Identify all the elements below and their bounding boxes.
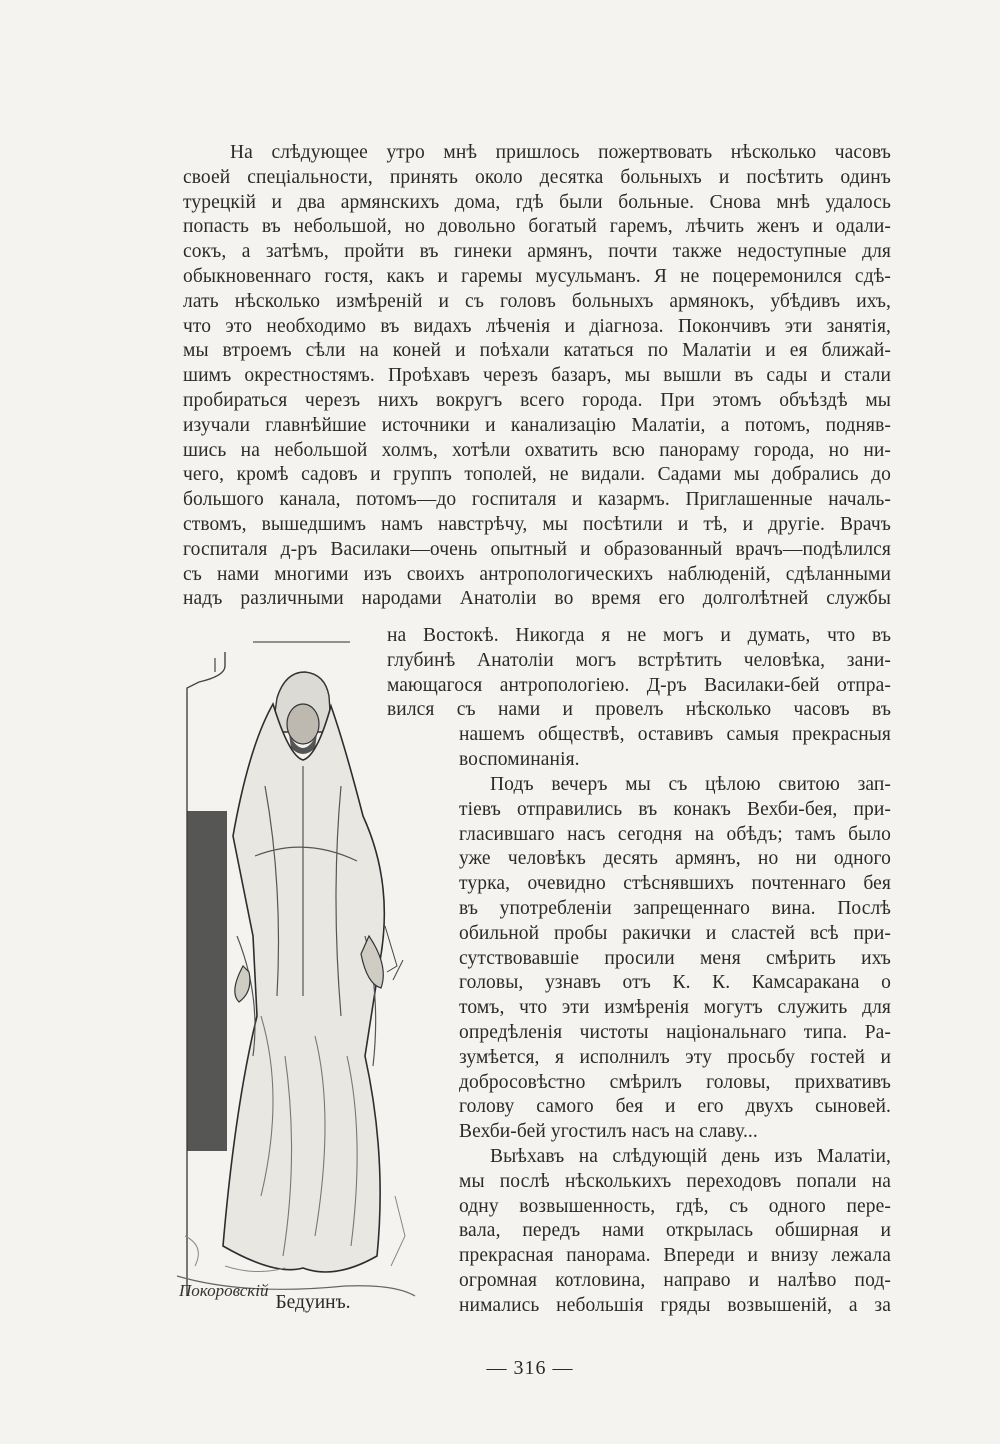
text-line: прекрасная панорама. Впереди и внизу лежала <box>459 1245 891 1267</box>
text-line: ствомъ, вышедшимъ намъ навстрѣчу, мы посѣтили и тѣ, и другіе. Врачъ <box>183 514 891 535</box>
text-line: турецкій и два армянскихъ дома, гдѣ были больные. Снова мнѣ удалось <box>183 191 891 213</box>
text-line: что это необходимо въ видахъ лѣченія и діагноза. Покончивъ эти занятія, <box>183 315 891 337</box>
text-line: обыкновеннаго гостя, какъ и гаремы мусульманъ. Я не поцеремонился сдѣ- <box>183 266 891 287</box>
text-line: Вехби-бей угостилъ насъ на славу... <box>459 1121 758 1143</box>
text-line: попасть въ небольшой, но довольно богатый гаремъ, лѣчить женъ и одали- <box>183 216 891 238</box>
text-line: зумѣется, я исполнилъ эту просьбу гостей и <box>459 1046 891 1068</box>
text-line: воспоминанія. <box>459 748 580 770</box>
text-line: огромная котловина, направо и налѣво под- <box>459 1270 891 1291</box>
text-line: добросовѣстно смѣрилъ головы, прихвативъ <box>459 1071 891 1093</box>
page-number: — 316 — <box>486 1357 574 1379</box>
text-line: изучали главнѣйшие источники и канализацію Малатіи, а потомъ, подняв- <box>183 414 891 436</box>
text-line: опредѣленія чистоты національнаго типа. Ра- <box>459 1022 891 1043</box>
text-line: лать нѣсколько измѣреній и съ головъ больныхъ армянокъ, убѣдивъ ихъ, <box>183 290 891 312</box>
text-line: пробираться черезъ нихъ вокругъ всего города. При этомъ объѣздѣ мы <box>183 390 891 411</box>
text-line: уже человѣкъ десять армянъ, но ни одного <box>459 848 891 870</box>
text-line: сутствовавшіе просили меня смѣрить ихъ <box>459 947 891 969</box>
text-line: голову самого бея и его двухъ сыновей. <box>459 1096 891 1118</box>
text-line: шимъ окрестностямъ. Проѣхавъ черезъ базаръ, мы вышли въ сады и стали <box>183 365 891 387</box>
text-line: томъ, что эти измѣренія могутъ служить для <box>459 997 891 1019</box>
text-line: шись на небольшой холмъ, хотѣли охватить всю панораму города, но ни- <box>183 439 891 461</box>
text-line: Подъ вечеръ мы съ цѣлою свитою зап- <box>490 774 891 795</box>
text-line: Выѣхавъ на слѣдующій день изъ Малатіи, <box>490 1146 891 1167</box>
text-line: На слѣдующее утро мнѣ пришлось пожертвовать нѣсколько часовъ <box>230 142 891 163</box>
text-line: турка, очевидно стѣснявшихъ почтеннаго бея <box>459 873 891 895</box>
text-line: мы послѣ нѣсколькихъ переходовъ попали на <box>459 1170 891 1192</box>
text-line: сокъ, а затѣмъ, пройти въ гинеки армянъ, почти также недоступные для <box>183 241 891 263</box>
text-line: чего, кромѣ садовъ и группъ тополей, не видали. Садами мы добрались до <box>183 464 891 486</box>
text-line: большого канала, потомъ—до госпиталя и казармъ. Приглашенные началь- <box>183 489 891 511</box>
bedouin-illustration <box>165 636 430 1316</box>
text-line: тіевъ отправились въ конакъ Вехби-бея, при- <box>459 798 891 820</box>
text-line: мающагося антропологіею. Д-ръ Василаки-бей отпра- <box>387 674 891 696</box>
text-line: головы, узнавъ отъ К. К. Камсаракана о <box>459 972 891 994</box>
figure-caption: Бедуинъ. <box>275 1292 351 1313</box>
text-line: вился съ нами и провелъ нѣсколько часовъ въ <box>387 699 891 721</box>
text-line: гласившаго насъ сегодня на обѣдъ; тамъ было <box>459 823 891 845</box>
text-line: въ употребленіи запрещеннаго вина. Послѣ <box>459 898 891 919</box>
text-line: госпиталя д-ръ Василаки—очень опытный и образованный врачъ—подѣлился <box>183 538 891 560</box>
text-line: съ нами многими изъ своихъ антропологическихъ наблюденій, сдѣланными <box>183 563 891 585</box>
artist-signature: Покоровскій <box>179 1281 269 1300</box>
text-line: своей спеціальности, принять около десятка больныхъ и посѣтить одинъ <box>183 166 891 188</box>
text-line: нимались небольшія гряды возвышеній, а за <box>459 1294 891 1316</box>
text-line: нашемъ обществѣ, оставивъ самыя прекрасныя <box>459 724 891 745</box>
text-line: надъ различными народами Анатоліи во время его долголѣтней службы <box>183 588 891 610</box>
text-line: обильной пробы ракички и сластей всѣ при- <box>459 922 891 944</box>
text-line: одну возвышенность, гдѣ, съ одного пере- <box>459 1195 891 1217</box>
text-line: глубинѣ Анатоліи могъ встрѣтить человѣка, зани- <box>387 649 891 671</box>
text-line: мы втроемъ сѣли на коней и поѣхали кататься по Малатіи и ея ближай- <box>183 340 891 362</box>
text-line: на Востокѣ. Никогда я не могъ и думать, что въ <box>387 625 891 646</box>
text-line: вала, передъ нами открылась обширная и <box>459 1220 891 1242</box>
